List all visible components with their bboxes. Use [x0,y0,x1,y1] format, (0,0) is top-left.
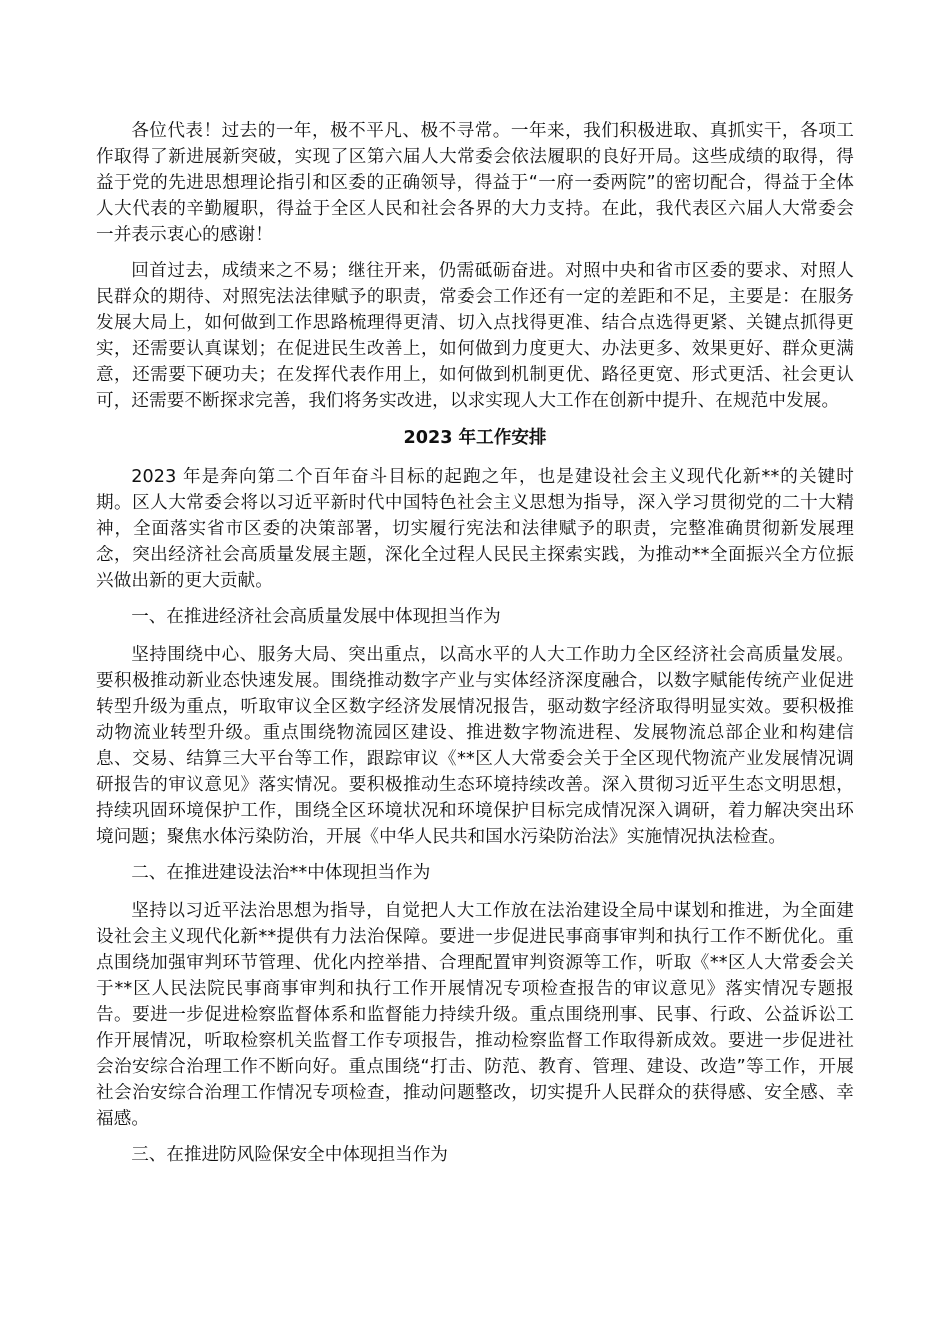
section1-body: 坚持围绕中心、服务大局、突出重点，以高水平的人大工作助力全区经济社会高质量发展。要积极推动新业态快速发展。围绕推动数字产业与实体经济深度融合，以数字赋能传统产业促进转型升级为重点，听取审议全区数字经济发展情况报告，驱动数字经济取得明显实效。要积极推动物流业转型升级。重点围绕物流园区建设、推进数字物流进程、发展物流总部企业和构建信息、交易、结算三大平台等工作，跟踪审议《**区人大常委会关于全区现代物流产业发展情况调研报告的审议意见》落实情况。要积极推动生态环境持续改善。深入贯彻习近平生态文明思想，持续巩固环境保护工作，围绕全区环境状况和环境保护目标完成情况深入调研，着力解决突出环境问题；聚焦水体污染防治，开展《中华人民共和国水污染防治法》实施情况执法检查。 [96,645,854,847]
paragraph-thanks: 各位代表！过去的一年，极不平凡、极不寻常。一年来，我们积极进取、真抓实干，各项工作取得了新进展新突破，实现了区第六届人大常委会依法履职的良好开局。这些成绩的取得，得益于党的先进思想理论指引和区委的正确领导，得益于“一府一委两院”的密切配合，得益于全体人大代表的辛勤履职，得益于全区人民和社会各界的大力支持。在此，我代表区六届人大常委会一并表示衷心的感谢！ [96,121,854,245]
paragraph-2023-overview: 2023 年是奔向第二个百年奋斗目标的起跑之年，也是建设社会主义现代化新**的关键时期。区人大常委会将以习近平新时代中国特色社会主义思想为指导，深入学习贯彻党的二十大精神，全面落实省市区委的决策部署，切实履行宪法和法律赋予的职责，完整准确贯彻新发展理念，突出经济社会高质量发展主题，深化全过程人民民主探索实践，为推动**全面振兴全方位振兴做出新的更大贡献。 [96,467,854,591]
section1-title: 一、在推进经济社会高质量发展中体现担当作为 [131,607,501,627]
section3-title: 三、在推进防风险保安全中体现担当作为 [131,1145,448,1165]
section2-title: 二、在推进建设法治**中体现担当作为 [131,863,431,883]
section-heading-2023-plan: 2023 年工作安排 [403,428,547,448]
paragraph-shortcomings: 回首过去，成绩来之不易；继往开来，仍需砥砺奋进。对照中央和省市区委的要求、对照人民群众的期待、对照宪法法律赋予的职责，常委会工作还有一定的差距和不足，主要是：在服务发展大局上，如何做到工作思路梳理得更清、切入点找得更准、结合点选得更紧、关键点抓得更实，还需要认真谋划；在促进民生改善上，如何做到力度更大、办法更多、效果更好、群众更满意，还需要下硬功夫；在发挥代表作用上，如何做到机制更优、路径更宽、形式更活、社会更认可，还需要不断探求完善，我们将务实改进，以求实现人大工作在创新中提升、在规范中发展。 [96,261,854,411]
section2-body: 坚持以习近平法治思想为指导，自觉把人大工作放在法治建设全局中谋划和推进，为全面建设社会主义现代化新**提供有力法治保障。要进一步促进民事商事审判和执行工作不断优化。重点围绕加强审判环节管理、优化内控举措、合理配置审判资源等工作，听取《**区人大常委会关于**区人民法院民事商事审判和执行工作开展情况专项检查报告的审议意见》落实情况专题报告。要进一步促进检察监督体系和监督能力持续升级。重点围绕刑事、民事、行政、公益诉讼工作开展情况，听取检察机关监督工作专项报告，推动检察监督工作取得新成效。要进一步促进社会治安综合治理工作不断向好。重点围绕“打击、防范、教育、管理、建设、改造”等工作，开展社会治安综合治理工作情况专项检查，推动问题整改，切实提升人民群众的获得感、安全感、幸福感。 [96,901,854,1129]
